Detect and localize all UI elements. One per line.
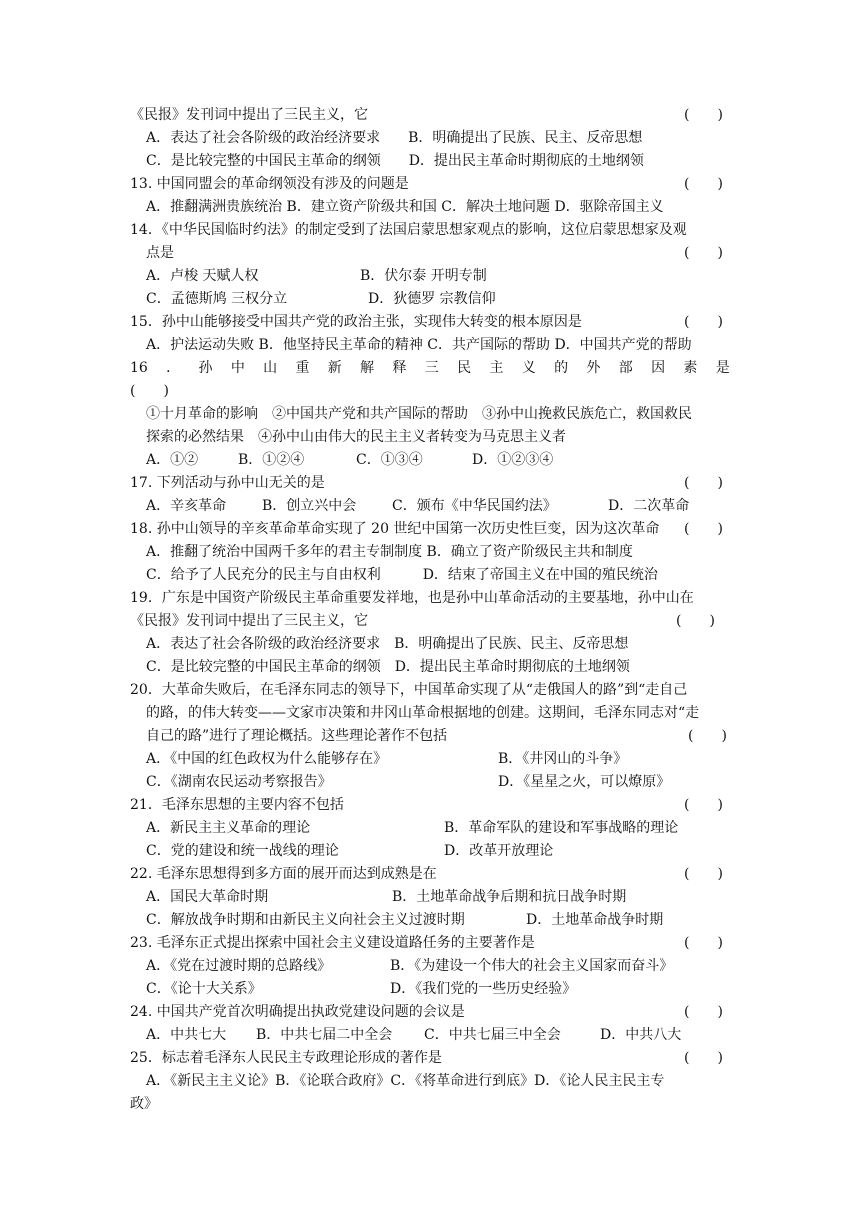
option-d: D．中共八大 [600, 1027, 682, 1043]
question-stem: 19．广东是中国资产阶级民主革命重要发祥地，也是孙中山革命活动的主要基地，孙中山在 [130, 590, 694, 606]
stem-char: 解 [360, 360, 375, 376]
option-d: D．《我们党的一些历史经验》 [390, 981, 577, 997]
question-stem: 17. 下列活动与孙中山无关的是 [130, 475, 325, 491]
option-c: C．孟德斯鸠 三权分立 [146, 291, 288, 307]
option-b: B．《井冈山的斗争》 [498, 751, 628, 767]
question-body: ①十月革命的影响 ②中国共产党和共产国际的帮助 ③孙中山挽救民族危亡，救国救民 [146, 406, 692, 422]
answer-paren: ( ) [684, 935, 723, 951]
option-a: A．卢梭 天赋人权 [146, 268, 259, 284]
question-stem: 23. 毛泽东正式提出探索中国社会主义建设道路任务的主要著作是 [130, 935, 535, 951]
option-line-cont: 政》 [130, 1096, 158, 1112]
question-stem: 18. 孙中山领导的辛亥革命革命实现了 20 世纪中国第一次历史性巨变，因为这次革命 [130, 521, 660, 537]
question-stem: 21．毛泽东思想的主要内容不包括 [130, 797, 344, 813]
stem-char: 部 [618, 360, 633, 376]
option-d: D．①②③④ [472, 452, 554, 468]
option-line: C．是比较完整的中国民主革命的纲领 D．提出民主革命时期彻底的土地纲领 [146, 153, 644, 169]
stem-char: 三 [424, 360, 439, 376]
answer-paren: ( ) [684, 1004, 723, 1020]
option-line: A．推翻了统治中国两千多年的君主专制制度 B．确立了资产阶级民主共和制度 [146, 544, 633, 560]
option-d: D．改革开放理论 [444, 843, 554, 859]
question-stem: 《民报》发刊词中提出了三民主义，它 [130, 107, 368, 123]
option-a: A．《中国的红色政权为什么能够存在》 [146, 751, 388, 767]
option-b: B．伏尔泰 开明专制 [360, 268, 487, 284]
question-stem: 20．大革命失败后，在毛泽东同志的领导下，中国革命实现了从“走俄国人的路”到“走自己 [130, 682, 688, 698]
option-c: C．党的建设和统一战线的理论 [146, 843, 339, 859]
stem-char: 义 [521, 360, 536, 376]
stem-char: 中 [230, 360, 245, 376]
option-line: C．是比较完整的中国民主革命的纲领 D．提出民主革命时期彻底的土地纲领 [146, 659, 630, 675]
answer-paren: ( ) [684, 521, 723, 537]
stem-char: 16 [130, 360, 148, 376]
option-line: C．给予了人民充分的民主与自由权利 D．结束了帝国主义在中国的殖民统治 [146, 567, 658, 583]
option-c: C．颁布《中华民国约法》 [392, 498, 557, 514]
option-b: B．土地革命战争后期和抗日战争时期 [392, 889, 627, 905]
stem-char: 素 [683, 360, 698, 376]
option-line: A．推翻满洲贵族统治 B．建立资产阶级共和国 C．解决土地问题 D．驱除帝国主义 [146, 199, 664, 215]
stem-char: 主 [489, 360, 504, 376]
option-c: C．①③④ [356, 452, 423, 468]
answer-paren: ( ) [684, 245, 723, 261]
option-b: B．①②④ [238, 452, 305, 468]
option-a: A．新民主主义革命的理论 [146, 820, 311, 836]
question-stem: 14．《中华民国临时约法》的制定受到了法国启蒙思想家观点的影响，这位启蒙思想家及观 [130, 222, 687, 238]
stem-char: 孙 [198, 360, 213, 376]
answer-paren: ( ) [684, 797, 723, 813]
question-stem-cont: 自己的路”进行了理论概括。这些理论著作不包括 [146, 728, 448, 744]
question-body: 探索的必然结果 ④孙中山由伟大的民主主义者转变为马克思主义者 [146, 429, 566, 445]
stem-char: 释 [392, 360, 407, 376]
stem-char: ． [166, 360, 181, 376]
stem-char: 民 [457, 360, 472, 376]
option-a: A．①② [146, 452, 199, 468]
answer-paren: ( ) [684, 866, 723, 882]
option-line: A．护法运动失败 B．他坚持民主革命的精神 C．共产国际的帮助 D．中国共产党的帮助 [146, 337, 692, 353]
option-b: B．革命军队的建设和军事战略的理论 [444, 820, 679, 836]
option-a: A．中共七大 [146, 1027, 227, 1043]
option-d: D．二次革命 [608, 498, 690, 514]
option-b: B．创立兴中会 [262, 498, 357, 514]
option-a: A．《党在过渡时期的总路线》 [146, 958, 332, 974]
option-c: C．中共七届三中全会 [424, 1027, 561, 1043]
stem-char: 重 [295, 360, 310, 376]
question-stem: 25．标志着毛泽东人民民主专政理论形成的著作是 [130, 1050, 442, 1066]
answer-paren: ( ) [684, 107, 723, 123]
question-stem: 15．孙中山能够接受中国共产党的政治主张，实现伟大转变的根本原因是 [130, 314, 582, 330]
option-d: D．狄德罗 宗教信仰 [368, 291, 496, 307]
option-a: A．国民大革命时期 [146, 889, 269, 905]
option-line: A．表达了社会各阶级的政治经济要求 B．明确提出了民族、民主、反帝思想 [146, 130, 643, 146]
question-stem-cont: 点是 [146, 245, 174, 261]
option-a: A．辛亥革命 [146, 498, 227, 514]
stem-char: 外 [586, 360, 601, 376]
answer-paren: ( ) [684, 176, 723, 192]
stem-char: 是 [715, 360, 730, 376]
question-stem: 22. 毛泽东思想得到多方面的展开而达到成熟是在 [130, 866, 437, 882]
option-c: C．解放战争时期和由新民主义向社会主义过渡时期 [146, 912, 465, 928]
option-d: D．土地革命战争时期 [526, 912, 664, 928]
option-c: C．《湖南农民运动考察报告》 [146, 774, 332, 790]
question-stem-justified [130, 357, 730, 379]
option-d: D．《星星之火，可以燎原》 [498, 774, 671, 790]
answer-paren: ( ) [684, 475, 723, 491]
answer-paren: ( ) [688, 728, 727, 744]
option-line: A．表达了社会各阶级的政治经济要求 B．明确提出了民族、民主、反帝思想 [146, 636, 629, 652]
question-stem: 24. 中国共产党首次明确提出执政党建设问题的会议是 [130, 1004, 465, 1020]
question-stem: 13. 中国同盟会的革命纲领没有涉及的问题是 [130, 176, 409, 192]
option-b: B．《为建设一个伟大的社会主义国家而奋斗》 [390, 958, 674, 974]
option-b: B．中共七届二中全会 [256, 1027, 393, 1043]
stem-char: 因 [651, 360, 666, 376]
stem-char: 新 [327, 360, 342, 376]
stem-char: 山 [263, 360, 278, 376]
answer-paren: ( ) [676, 613, 715, 629]
answer-paren: ( ) [130, 383, 169, 399]
question-stem-cont: 《民报》发刊词中提出了三民主义，它 [130, 613, 368, 629]
stem-char: 的 [554, 360, 569, 376]
option-line: A．《新民主主义论》B．《论联合政府》C．《将革命进行到底》D．《论人民主民主专 [146, 1073, 665, 1089]
question-stem-cont: 的路，的伟大转变——文家市决策和井冈山革命根据地的创建。这期间，毛泽东同志对“走 [146, 705, 700, 721]
option-c: C．《论十大关系》 [146, 981, 262, 997]
answer-paren: ( ) [684, 314, 723, 330]
answer-paren: ( ) [684, 1050, 723, 1066]
